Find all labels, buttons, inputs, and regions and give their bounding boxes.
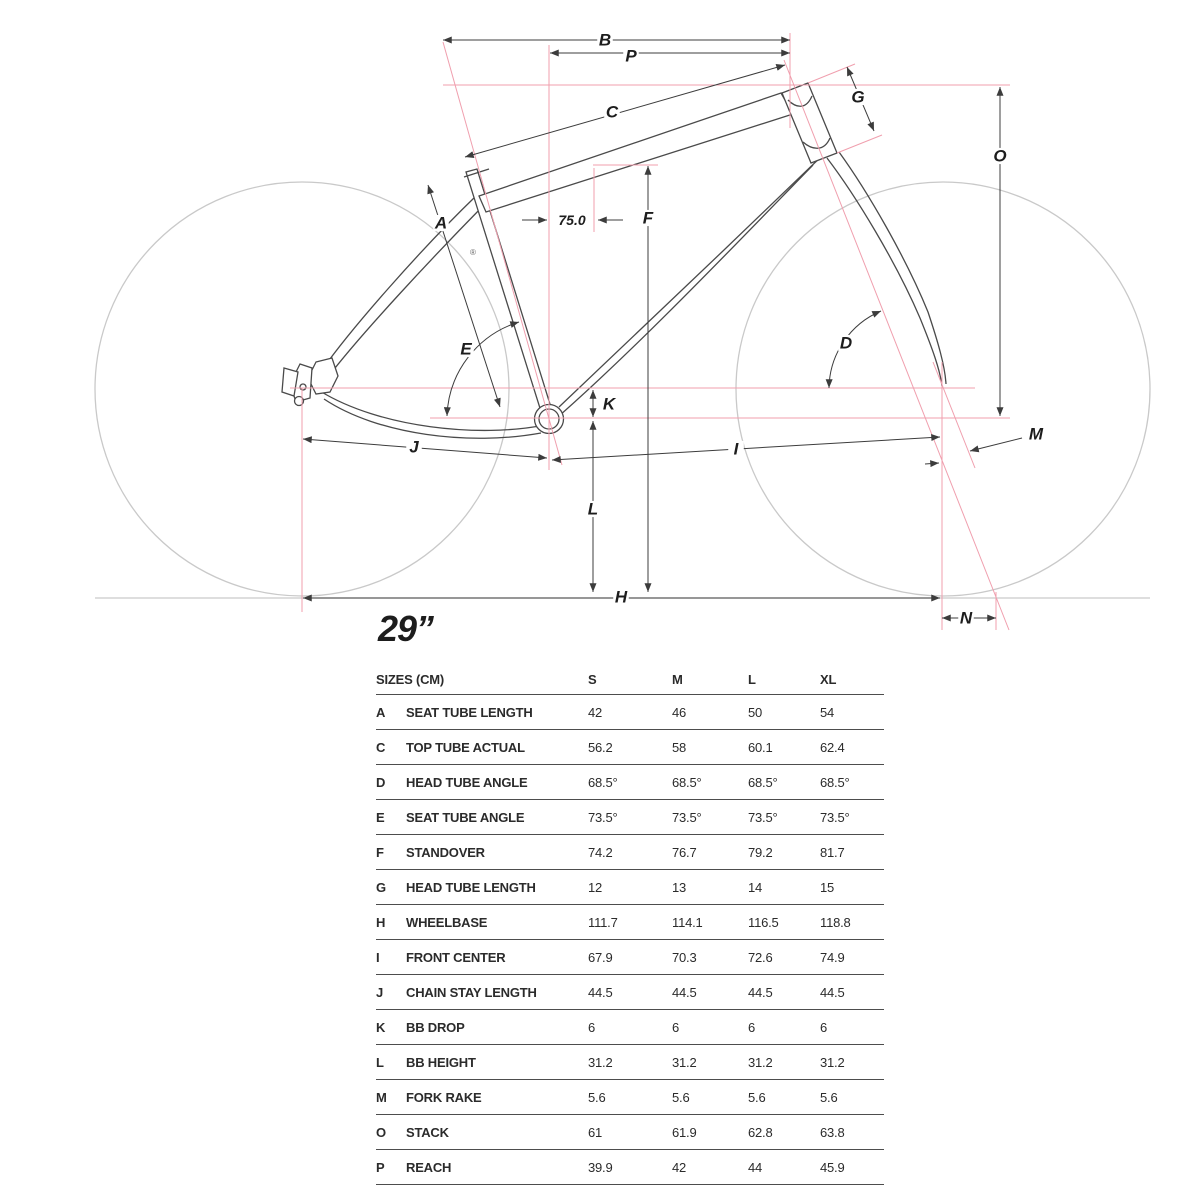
row-value-m: 31.2 bbox=[672, 1054, 697, 1070]
seat-tube-axis bbox=[443, 42, 562, 465]
row-value-xl: 73.5° bbox=[820, 809, 850, 825]
row-label: SEAT TUBE LENGTH bbox=[406, 704, 533, 720]
row-value-l: 31.2 bbox=[748, 1054, 773, 1070]
row-value-m: 70.3 bbox=[672, 949, 697, 965]
row-value-s: 39.9 bbox=[588, 1159, 613, 1175]
row-label: FORK RAKE bbox=[406, 1089, 482, 1105]
row-label: HEAD TUBE LENGTH bbox=[406, 879, 536, 895]
dim-D-head-angle-arc bbox=[829, 311, 881, 388]
row-label: WHEELBASE bbox=[406, 914, 488, 930]
front-wheel bbox=[733, 182, 1150, 596]
dim-label-D: D bbox=[839, 333, 853, 353]
row-value-m: 46 bbox=[672, 704, 687, 720]
row-value-xl: 6 bbox=[820, 1019, 828, 1035]
row-label: BB HEIGHT bbox=[406, 1054, 476, 1070]
row-value-xl: 62.4 bbox=[820, 739, 845, 755]
column-header-s: S bbox=[588, 671, 597, 687]
row-key: G bbox=[376, 879, 386, 895]
dim-label-N: N bbox=[959, 608, 973, 628]
dim-label-seatpost-offset: 75.0 bbox=[558, 212, 586, 228]
row-value-xl: 5.6 bbox=[820, 1089, 838, 1105]
row-value-m: 76.7 bbox=[672, 844, 697, 860]
row-value-s: 12 bbox=[588, 879, 603, 895]
row-value-l: 62.8 bbox=[748, 1124, 773, 1140]
row-value-m: 5.6 bbox=[672, 1089, 690, 1105]
row-value-s: 74.2 bbox=[588, 844, 613, 860]
table-row-K bbox=[376, 1010, 884, 1045]
registered-mark: ® bbox=[470, 248, 476, 257]
row-value-m: 114.1 bbox=[672, 914, 703, 930]
row-key: J bbox=[376, 984, 384, 1000]
row-value-l: 14 bbox=[748, 879, 763, 895]
row-label: STANDOVER bbox=[406, 844, 485, 860]
row-value-m: 6 bbox=[672, 1019, 680, 1035]
dim-label-A: A bbox=[434, 213, 448, 233]
row-key: D bbox=[376, 774, 386, 790]
dim-label-G: G bbox=[851, 87, 865, 107]
headtube-ext-top bbox=[808, 64, 855, 83]
table-row-P bbox=[376, 1150, 884, 1185]
row-value-s: 73.5° bbox=[588, 809, 618, 825]
row-key: E bbox=[376, 809, 385, 825]
table-row-C bbox=[376, 730, 884, 765]
row-value-s: 56.2 bbox=[588, 739, 613, 755]
table-row-E bbox=[376, 800, 884, 835]
row-value-s: 67.9 bbox=[588, 949, 613, 965]
row-value-m: 58 bbox=[672, 739, 687, 755]
row-value-xl: 15 bbox=[820, 879, 835, 895]
row-value-m: 61.9 bbox=[672, 1124, 697, 1140]
dim-label-H: H bbox=[614, 587, 628, 607]
row-label: HEAD TUBE ANGLE bbox=[406, 774, 528, 790]
table-row-G bbox=[376, 870, 884, 905]
dim-M-leader-2 bbox=[925, 463, 939, 464]
row-value-s: 31.2 bbox=[588, 1054, 613, 1070]
fork-blade bbox=[839, 152, 946, 384]
dim-label-K: K bbox=[602, 394, 616, 414]
row-value-l: 5.6 bbox=[748, 1089, 766, 1105]
rear-axle bbox=[300, 384, 306, 390]
row-label: SEAT TUBE ANGLE bbox=[406, 809, 525, 825]
row-value-l: 116.5 bbox=[748, 914, 779, 930]
down-tube bbox=[559, 152, 826, 407]
row-key: P bbox=[376, 1159, 385, 1175]
row-value-m: 73.5° bbox=[672, 809, 702, 825]
row-value-xl: 45.9 bbox=[820, 1159, 845, 1175]
column-header-xl: XL bbox=[820, 671, 837, 687]
dimension-lines bbox=[303, 40, 1022, 618]
top-tube bbox=[479, 93, 793, 212]
row-key: M bbox=[376, 1089, 387, 1105]
row-value-l: 50 bbox=[748, 704, 763, 720]
steering-axis bbox=[784, 60, 1009, 630]
row-value-s: 44.5 bbox=[588, 984, 613, 1000]
table-row-F bbox=[376, 835, 884, 870]
table-header-row bbox=[376, 664, 884, 695]
wheels-and-ground bbox=[95, 182, 1150, 598]
row-value-xl: 118.8 bbox=[820, 914, 851, 930]
table-row-O bbox=[376, 1115, 884, 1150]
row-value-m: 68.5° bbox=[672, 774, 702, 790]
row-value-s: 5.6 bbox=[588, 1089, 606, 1105]
rear-dropout bbox=[308, 358, 338, 394]
row-key: K bbox=[376, 1019, 386, 1035]
row-label: TOP TUBE ACTUAL bbox=[406, 739, 525, 755]
row-value-l: 60.1 bbox=[748, 739, 773, 755]
table-row-H bbox=[376, 905, 884, 940]
row-value-l: 44.5 bbox=[748, 984, 773, 1000]
column-header-l: L bbox=[748, 671, 756, 687]
row-value-s: 111.7 bbox=[588, 914, 618, 930]
geometry-table bbox=[376, 664, 884, 1185]
dim-label-M: M bbox=[1028, 424, 1044, 444]
column-header-m: M bbox=[672, 671, 683, 687]
row-value-m: 13 bbox=[672, 879, 687, 895]
row-label: FRONT CENTER bbox=[406, 949, 506, 965]
down-tube bbox=[551, 165, 813, 423]
row-value-xl: 68.5° bbox=[820, 774, 850, 790]
dim-label-F: F bbox=[642, 208, 654, 228]
wheel-size-title: 29” bbox=[378, 608, 434, 649]
table-row-J bbox=[376, 975, 884, 1010]
dim-label-P: P bbox=[625, 46, 637, 66]
table-row-I bbox=[376, 940, 884, 975]
row-value-xl: 81.7 bbox=[820, 844, 845, 860]
table-size-header: SIZES (CM) bbox=[376, 671, 445, 687]
row-value-l: 6 bbox=[748, 1019, 756, 1035]
frame bbox=[282, 83, 946, 438]
dim-label-L: L bbox=[587, 499, 599, 519]
dim-I-front-center bbox=[552, 437, 940, 460]
row-value-xl: 54 bbox=[820, 704, 835, 720]
headtube-ext-bottom bbox=[837, 135, 882, 153]
row-value-s: 42 bbox=[588, 704, 603, 720]
seat-tube bbox=[466, 169, 554, 421]
row-key: H bbox=[376, 914, 386, 930]
row-key: L bbox=[376, 1054, 384, 1070]
row-value-xl: 63.8 bbox=[820, 1124, 845, 1140]
seat-stay bbox=[322, 196, 476, 370]
dim-J-chain-stay bbox=[303, 439, 547, 458]
row-key: F bbox=[376, 844, 384, 860]
chain-stay bbox=[320, 391, 545, 430]
dim-label-J: J bbox=[409, 437, 419, 457]
dim-label-O: O bbox=[993, 146, 1007, 166]
row-value-m: 42 bbox=[672, 1159, 687, 1175]
row-value-l: 79.2 bbox=[748, 844, 773, 860]
row-key: A bbox=[376, 704, 386, 720]
row-key: C bbox=[376, 739, 386, 755]
row-value-xl: 44.5 bbox=[820, 984, 845, 1000]
row-label: STACK bbox=[406, 1124, 449, 1140]
row-key: O bbox=[376, 1124, 386, 1140]
table-row-D bbox=[376, 765, 884, 800]
row-value-s: 61 bbox=[588, 1124, 603, 1140]
row-value-xl: 74.9 bbox=[820, 949, 845, 965]
row-key: I bbox=[376, 949, 380, 965]
dim-label-E: E bbox=[460, 339, 472, 359]
table-row-L bbox=[376, 1045, 884, 1080]
row-label: REACH bbox=[406, 1159, 452, 1175]
row-label: BB DROP bbox=[406, 1019, 465, 1035]
table-row-M bbox=[376, 1080, 884, 1115]
row-label: CHAIN STAY LENGTH bbox=[406, 984, 537, 1000]
row-value-s: 68.5° bbox=[588, 774, 618, 790]
table-body bbox=[376, 695, 884, 1185]
row-value-l: 68.5° bbox=[748, 774, 778, 790]
dim-label-C: C bbox=[605, 102, 619, 122]
row-value-m: 44.5 bbox=[672, 984, 697, 1000]
row-value-s: 6 bbox=[588, 1019, 596, 1035]
table-row-A bbox=[376, 695, 884, 730]
row-value-l: 44 bbox=[748, 1159, 763, 1175]
row-value-l: 73.5° bbox=[748, 809, 778, 825]
row-value-xl: 31.2 bbox=[820, 1054, 845, 1070]
row-value-l: 72.6 bbox=[748, 949, 773, 965]
dim-label-B: B bbox=[598, 30, 612, 50]
dim-M-leader bbox=[970, 438, 1022, 451]
dim-label-I: I bbox=[733, 439, 739, 459]
